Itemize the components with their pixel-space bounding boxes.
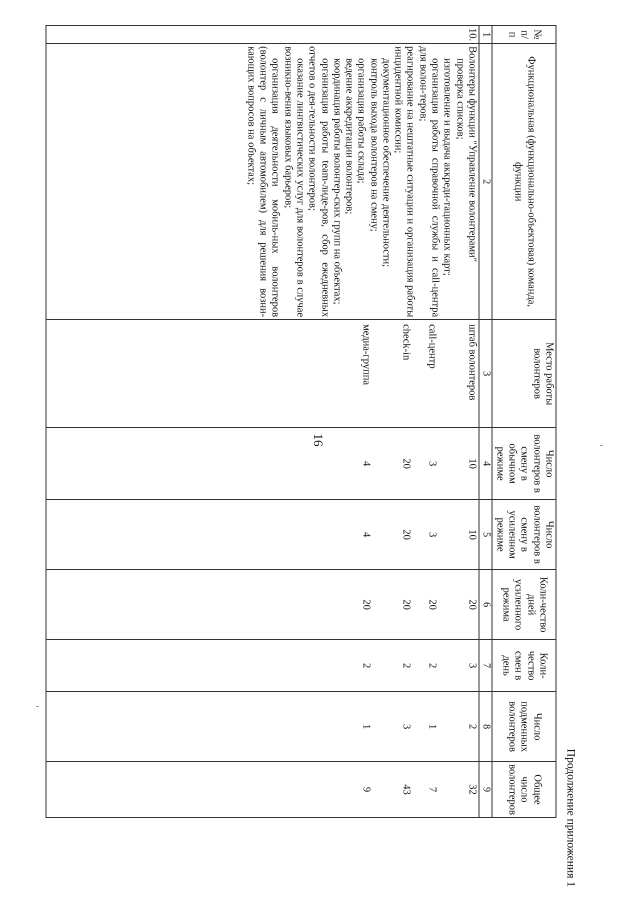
place-value: штаб волонтеров [466, 324, 478, 401]
col-number: 1 [479, 26, 492, 44]
header-enhanced-days: Коли-чество дней усиленного режима [492, 570, 556, 640]
regular-shift-cell [46, 428, 479, 500]
header-enhanced-shift: Число волонтеров в смену в усиленном режиме [492, 500, 556, 570]
scan-mark [600, 445, 603, 446]
cell-value: 2 [360, 663, 372, 669]
function-item: реагирование на нештатные ситуации и организация работы инцидентной комиссии; [392, 46, 416, 318]
function-item: документационное обеспечение деятельности; [380, 58, 392, 268]
cell-value: 3 [426, 532, 438, 538]
place-value: check-in [400, 324, 412, 361]
row-number: 10. [46, 26, 479, 44]
cell-value: 3 [400, 724, 412, 730]
header-total: Общее число волонтеров [492, 762, 556, 818]
cell-value: 20 [466, 599, 478, 610]
volunteers-table [45, 25, 556, 818]
cell-value: 3 [466, 663, 478, 669]
cell-value: 4 [360, 461, 372, 467]
col-number: 3 [479, 320, 492, 428]
cell-value: 3 [426, 461, 438, 467]
cell-value: 2 [400, 663, 412, 669]
function-item: организация деятельности мобиль-ных волонтеров (волонтер с личным автомобилем) для решения возни-кающих вопросов на объектах; [245, 46, 281, 318]
total-cell [46, 762, 479, 818]
cell-value: 20 [400, 458, 412, 469]
cell-value: 20 [360, 599, 372, 610]
scan-mark [36, 706, 39, 707]
cell-value: 20 [400, 599, 412, 610]
header-shifts-per-day: Коли-чество смен в день [492, 640, 556, 692]
rotated-page-content [78, 25, 577, 887]
function-title: Волонтеры функции "Управление волонтерами" [466, 46, 478, 262]
function-item: оказание лингвистических услуг для волонтеров в случае возникно-вения языковых барьеров; [282, 46, 306, 318]
col-number: 2 [479, 44, 492, 320]
header-row [492, 26, 556, 818]
header-num: № п/п [492, 26, 556, 44]
col-number: 9 [479, 762, 492, 818]
cell-value: 20 [400, 529, 412, 540]
header-regular-shift: Число волонтеров в смену в обычном режиме [492, 428, 556, 500]
cell-value: 10 [466, 529, 478, 540]
shifts-per-day-cell [46, 640, 479, 692]
function-item: изготовление и выдача аккреди-тационных карт; [441, 58, 453, 276]
header-substitute: Число подменных волонтеров [492, 692, 556, 762]
functions-cell [46, 44, 479, 320]
header-functions: Функциональная (функционально-объектовая) команда, функции [492, 44, 556, 320]
cell-value: 2 [426, 663, 438, 669]
table-row [46, 26, 479, 818]
continuation-caption: Продолжение приложения 1 [564, 748, 577, 887]
cell-value: 2 [466, 724, 478, 730]
col-number: 8 [479, 692, 492, 762]
cell-value: 1 [360, 724, 372, 730]
cell-value: 7 [426, 786, 438, 793]
cell-value: 4 [360, 532, 372, 538]
function-item: контроль выхода волонтеров на смену; [368, 58, 380, 232]
enhanced-days-cell [46, 570, 479, 640]
col-number: 7 [479, 640, 492, 692]
page-number: 16 [311, 433, 326, 447]
place-value: call-центр [426, 324, 438, 369]
cell-value: 43 [400, 784, 412, 795]
function-item: координация работы волонтер-ских групп на объектах; [331, 58, 343, 305]
enhanced-shift-cell [46, 500, 479, 570]
header-place: Место работы волонтеров [492, 320, 556, 428]
col-number: 4 [479, 428, 492, 500]
column-number-row [479, 26, 492, 818]
cell-value: 32 [466, 784, 478, 795]
cell-value: 1 [426, 724, 438, 730]
function-item: ведение аккредитации волонтеров; [343, 58, 355, 215]
place-value: медиа-группа [360, 324, 372, 385]
cell-value: 10 [466, 458, 478, 469]
cell-value: 20 [426, 599, 438, 610]
col-number: 6 [479, 570, 492, 640]
function-item: организация работы справочной службы и call-центра для волон-теров; [417, 46, 441, 318]
function-item: проверка списков; [454, 58, 466, 140]
col-number: 5 [479, 500, 492, 570]
place-cell [46, 320, 479, 428]
cell-value: 9 [360, 786, 372, 793]
substitute-cell [46, 692, 479, 762]
function-item: организация работы team-лиде-ров, сбор ежедневных отчетов о дея-тельности волонтеров; [306, 46, 331, 318]
function-item: организация работы склада; [355, 58, 367, 184]
